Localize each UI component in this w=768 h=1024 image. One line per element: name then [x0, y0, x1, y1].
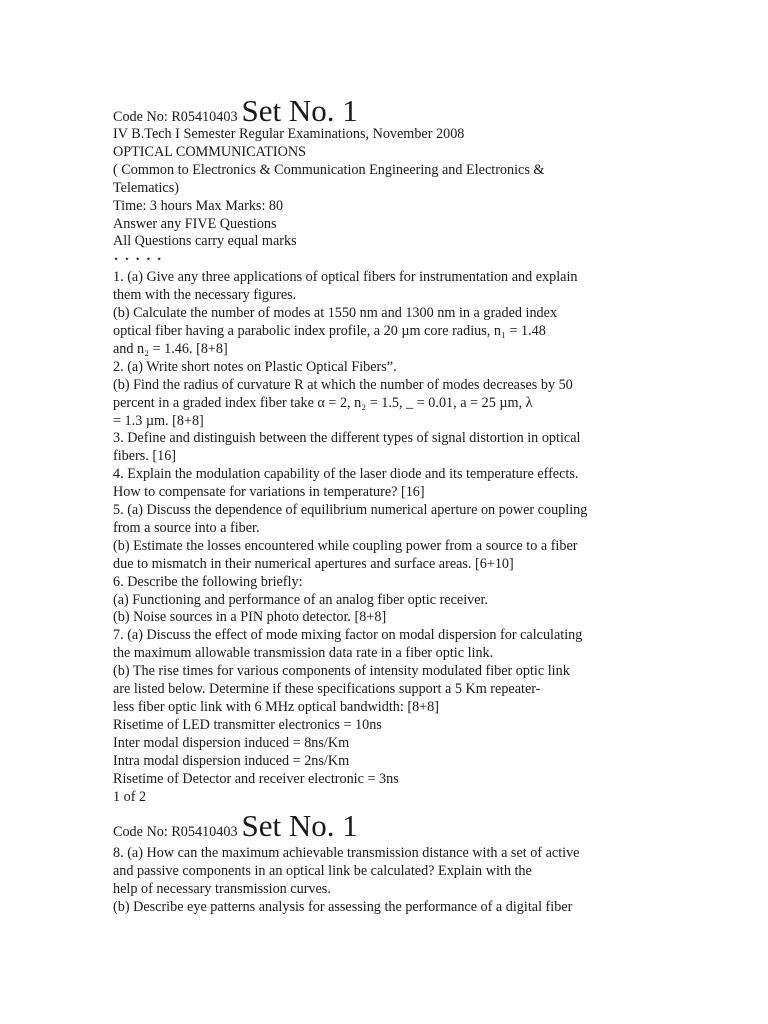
question-line: = 1.3 µm. [8+8] — [113, 412, 204, 429]
question-line: 5. (a) Discuss the dependence of equilibrium numerical aperture on power coupling — [113, 502, 588, 519]
question-line: (b) Find the radius of curvature R at which the number of modes decreases by 50 — [113, 376, 573, 393]
question-line: (b) Calculate the number of modes at 1550 nm and 1300 nm in a graded index — [113, 305, 558, 322]
question-line: percent in a graded index fiber take α = 2, n₂ = 1.5, _ = 0.01, a = 25 µm, λ — [113, 394, 533, 411]
question-line: (b) Estimate the losses encountered while coupling power from a source to a fiber — [113, 537, 578, 554]
question-line: and n₂ = 1.46. [8+8] — [113, 340, 228, 357]
question-line: (b) Describe eye patterns analysis for assessing the performance of a digital fiber — [113, 899, 573, 916]
question-line: due to mismatch in their numerical apertures and surface areas. [6+10] — [113, 555, 514, 572]
question-line: Risetime of Detector and receiver electronic = 3ns — [113, 770, 399, 787]
set-header — [113, 95, 753, 126]
question-line: (b) The rise times for various components of intensity modulated fiber optic link — [113, 663, 570, 680]
question-line: (b) Noise sources in a PIN photo detector. [8+8] — [113, 609, 387, 626]
question-line: 4. Explain the modulation capability of the laser diode and its temperature effects. — [113, 466, 579, 483]
question-line: the maximum allowable transmission data rate in a fiber optic link. — [113, 645, 494, 662]
question-line: 7. (a) Discuss the effect of mode mixing factor on modal dispersion for calculating — [113, 627, 583, 644]
document-page — [113, 0, 753, 917]
question-line: 2. (a) Write short notes on Plastic Optical Fibers”. — [113, 358, 397, 375]
question-line: 1. (a) Give any three applications of optical fibers for instrumentation and explain — [113, 269, 578, 286]
exam-info-line: Answer any FIVE Questions — [113, 215, 277, 232]
question-line: Risetime of LED transmitter electronics = 10ns — [113, 716, 382, 733]
question-line: fibers. [16] — [113, 448, 177, 465]
question-line: Inter modal dispersion induced = 8ns/Km — [113, 734, 350, 751]
question-line: (a) Functioning and performance of an analog fiber optic receiver. — [113, 591, 489, 608]
set-number: Set No. 1 — [241, 93, 358, 128]
questions-page-1 — [113, 269, 753, 788]
exam-info-line: ( Common to Electronics & Communication Engineering and Electronics & — [113, 161, 545, 178]
star-separator: ⋆ ⋆ ⋆ ⋆ ⋆ — [113, 254, 164, 266]
question-line: How to compensate for variations in temperature? [16] — [113, 484, 425, 501]
exam-info-line: Telematics) — [113, 179, 179, 196]
question-line: optical fiber having a parabolic index profile, a 20 µm core radius, n₁ = 1.48 — [113, 322, 546, 339]
question-line: and passive components in an optical link be calculated? Explain with the — [113, 863, 532, 880]
exam-info — [113, 126, 753, 251]
question-line: less fiber optic link with 6 MHz optical bandwidth: [8+8] — [113, 699, 439, 715]
question-line: from a source into a fiber. — [113, 519, 260, 536]
questions-page-2 — [113, 845, 753, 917]
question-line: Intra modal dispersion induced = 2ns/Km — [113, 752, 350, 769]
set-header — [113, 808, 753, 844]
set-number: Set No. 1 — [241, 808, 358, 844]
exam-info-line: Time: 3 hours Max Marks: 80 — [113, 197, 284, 214]
page-number: 1 of 2 — [113, 788, 147, 805]
exam-info-line: All Questions carry equal marks — [113, 233, 297, 250]
question-line: help of necessary transmission curves. — [113, 881, 331, 898]
question-line: 6. Describe the following briefly: — [113, 573, 303, 590]
code-number: Code No: R05410403 — [113, 824, 238, 841]
question-line: 3. Define and distinguish between the different types of signal distortion in optical — [113, 430, 581, 447]
question-line: them with the necessary figures. — [113, 287, 297, 304]
question-line: are listed below. Determine if these specifications support a 5 Km repeater- — [113, 681, 541, 698]
question-line: 8. (a) How can the maximum achievable transmission distance with a set of active — [113, 845, 580, 862]
code-number: Code No: R05410403 — [113, 109, 238, 125]
exam-info-line: IV B.Tech I Semester Regular Examinations, November 2008 — [113, 126, 465, 142]
exam-info-line: OPTICAL COMMUNICATIONS — [113, 143, 306, 160]
